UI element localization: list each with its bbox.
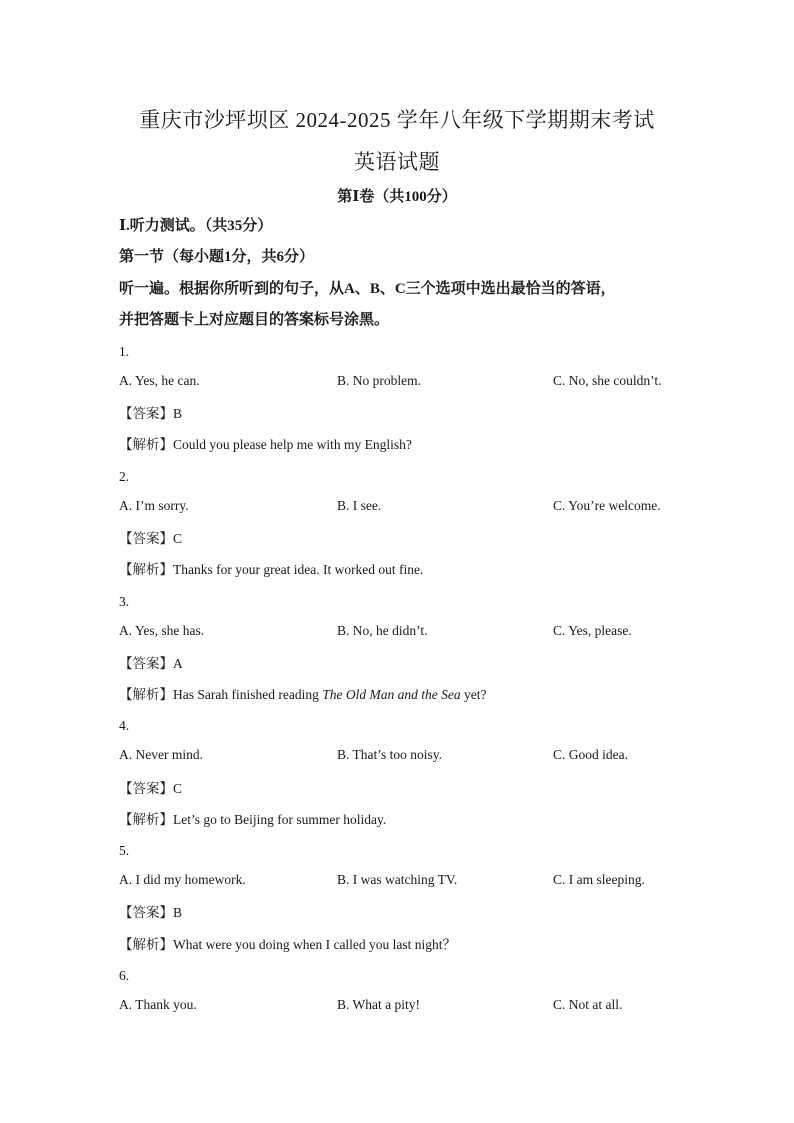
question-number: 5. xyxy=(119,843,130,858)
option-b: B. I see. xyxy=(337,498,382,513)
question-number: 3. xyxy=(119,594,130,609)
answer-line xyxy=(119,903,182,923)
answer-line xyxy=(119,529,182,549)
analysis-text: Let’s go to Beijing for summer holiday. xyxy=(173,812,387,827)
analysis-text-end: yet? xyxy=(460,687,487,702)
question-number: 1. xyxy=(119,344,130,359)
answer-line xyxy=(119,779,182,799)
answer-line xyxy=(119,654,183,674)
instruction-line-1: 听一遍。根据你所听到的句子，从A、B、C三个选项中选出最恰当的答语， xyxy=(119,281,616,297)
answer-value: C xyxy=(173,781,183,796)
analysis-text: Could you please help me with my English? xyxy=(173,437,412,452)
analysis-line xyxy=(119,560,423,580)
answer-label: 【答案】 xyxy=(119,905,173,920)
question-number: 4. xyxy=(119,718,130,733)
part-heading: Ⅰ.听力测试。（共35分） xyxy=(119,218,273,234)
option-a: A. Yes, she has. xyxy=(119,623,205,638)
option-c: C. I am sleeping. xyxy=(553,872,645,887)
analysis-line xyxy=(119,435,412,455)
analysis-line xyxy=(119,685,486,705)
answer-value: B xyxy=(173,406,183,421)
answer-line xyxy=(119,404,182,424)
book-title: The Old Man and the Sea xyxy=(322,687,461,702)
exam-title: 重庆市沙坪坝区 2024-2025 学年八年级下学期期末考试 xyxy=(139,108,655,132)
answer-value: B xyxy=(173,905,183,920)
option-b: B. I was watching TV. xyxy=(337,872,458,887)
analysis-label: 【解析】 xyxy=(119,562,173,577)
analysis-text: Thanks for your great idea. It worked out fine. xyxy=(173,562,424,577)
option-c: C. No, she couldn’t. xyxy=(553,373,662,388)
answer-label: 【答案】 xyxy=(119,781,173,796)
subsection-heading: 第一节（每小题1分，共6分） xyxy=(119,249,315,265)
answer-value: A xyxy=(173,656,183,671)
option-c: C. Yes, please. xyxy=(553,623,632,638)
option-c: C. You’re welcome. xyxy=(553,498,661,513)
option-a: A. Never mind. xyxy=(119,747,203,762)
exam-subtitle: 英语试题 xyxy=(354,150,440,174)
option-b: B. That’s too noisy. xyxy=(337,747,443,762)
question-number: 6. xyxy=(119,968,130,983)
instruction-line-2: 并把答题卡上对应题目的答案标号涂黑。 xyxy=(119,312,390,328)
analysis-line xyxy=(119,935,456,955)
option-a: A. I’m sorry. xyxy=(119,498,189,513)
option-a: A. I did my homework. xyxy=(119,872,246,887)
option-b: B. No problem. xyxy=(337,373,421,388)
analysis-label: 【解析】 xyxy=(119,937,173,952)
answer-label: 【答案】 xyxy=(119,656,173,671)
volume-heading: 第Ⅰ卷（共100分） xyxy=(337,189,457,205)
analysis-text: Has Sarah finished reading xyxy=(173,687,323,702)
analysis-label: 【解析】 xyxy=(119,812,173,827)
analysis-line xyxy=(119,810,386,830)
analysis-label: 【解析】 xyxy=(119,687,173,702)
question-number: 2. xyxy=(119,469,130,484)
answer-label: 【答案】 xyxy=(119,531,173,546)
analysis-text: What were you doing when I called you last night？ xyxy=(173,937,457,952)
option-c: C. Not at all. xyxy=(553,997,623,1012)
answer-label: 【答案】 xyxy=(119,406,173,421)
option-a: A. Thank you. xyxy=(119,997,197,1012)
option-a: A. Yes, he can. xyxy=(119,373,200,388)
option-b: B. What a pity! xyxy=(337,997,420,1012)
analysis-label: 【解析】 xyxy=(119,437,173,452)
option-c: C. Good idea. xyxy=(553,747,628,762)
answer-value: C xyxy=(173,531,183,546)
option-b: B. No, he didn’t. xyxy=(337,623,428,638)
